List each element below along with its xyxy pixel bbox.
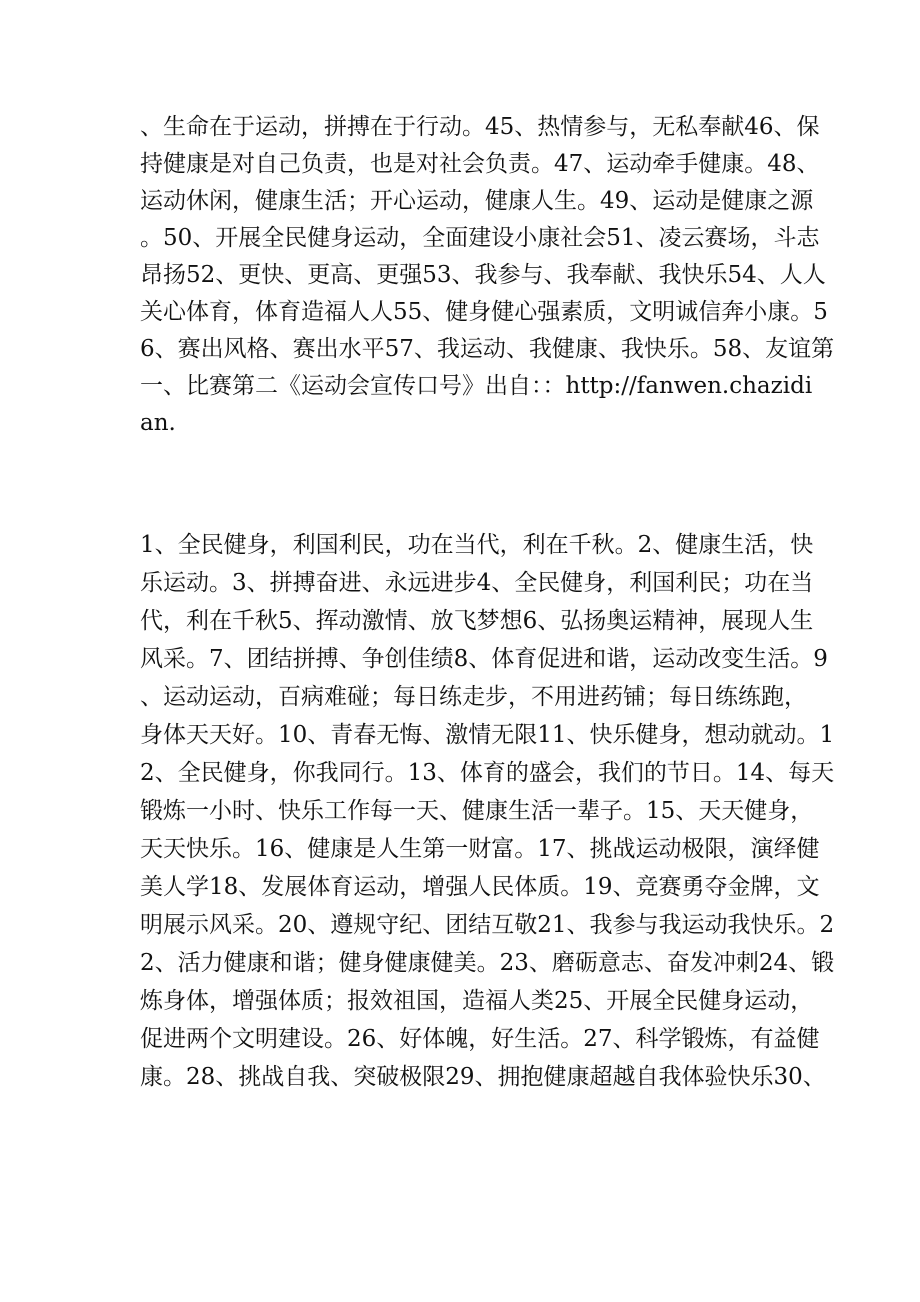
text-line: 1、全民健身，利国利民，功在当代，利在千秋。2、健康生活，快 [140,532,814,558]
text-line: 明展示风采。20、遵规守纪、团结互敬21、我参与我运动我快乐。2 [140,912,835,938]
text-line: 促进两个文明建设。26、好体魄，好生活。27、科学锻炼，有益健 [140,1026,820,1052]
text-line: 关心体育，体育造福人人55、健身健心强素质，文明诚信奔小康。5 [140,299,828,325]
text-line: 天天快乐。16、健康是人生第一财富。17、挑战运动极限，演绎健 [140,836,820,862]
text-line: 代，利在千秋5、挥动激情、放飞梦想6、弘扬奥运精神，展现人生 [140,608,814,634]
text-line: 2、活力健康和谐；健身健康健美。23、磨砺意志、奋发冲刺24、锻 [140,950,835,976]
text-line: 、运动运动，百病难碰；每日练走步，不用进药铺；每日练练跑， [140,684,807,710]
text-line: 美人学18、发展体育运动，增强人民体质。19、竞赛勇夺金牌，文 [140,874,820,900]
text-line: 持健康是对自己负责，也是对社会负责。47、运动牵手健康。48、 [140,151,820,177]
text-line: 风采。7、团结拼搏、争创佳绩8、体育促进和谐，运动改变生活。9 [140,646,828,672]
text-line: 。50、开展全民健身运动，全面建设小康社会51、凌云赛场，斗志 [140,225,820,251]
text-line: 6、赛出风格、赛出水平57、我运动、我健康、我快乐。58、友谊第 [140,336,835,362]
text-line: 乐运动。3、拼搏奋进、永远进步4、全民健身，利国利民；功在当 [140,570,814,596]
text-line: 炼身体，增强体质；报效祖国，造福人类25、开展全民健身运动， [140,988,814,1014]
text-line: an. [140,410,176,436]
text-line: 、生命在于运动，拼搏在于行动。45、热情参与，无私奉献46、保 [140,114,820,140]
text-line: 身体天天好。10、青春无悔、激情无限11、快乐健身，想动就动。1 [140,722,835,748]
text-line: 一、比赛第二《运动会宣传口号》出自：：http://fanwen.chazidi [140,373,813,399]
text-line: 2、全民健身，你我同行。13、体育的盛会，我们的节日。14、每天 [140,760,835,786]
text-line: 锻炼一小时、快乐工作每一天、健康生活一辈子。15、天天健身， [140,798,814,824]
text-line: 昂扬52、更快、更高、更强53、我参与、我奉献、我快乐54、人人 [140,262,826,288]
text-line: 运动休闲，健康生活；开心运动，健康人生。49、运动是健康之源 [140,188,814,214]
text-line: 康。28、挑战自我、突破极限29、拥抱健康超越自我体验快乐30、 [140,1064,826,1090]
